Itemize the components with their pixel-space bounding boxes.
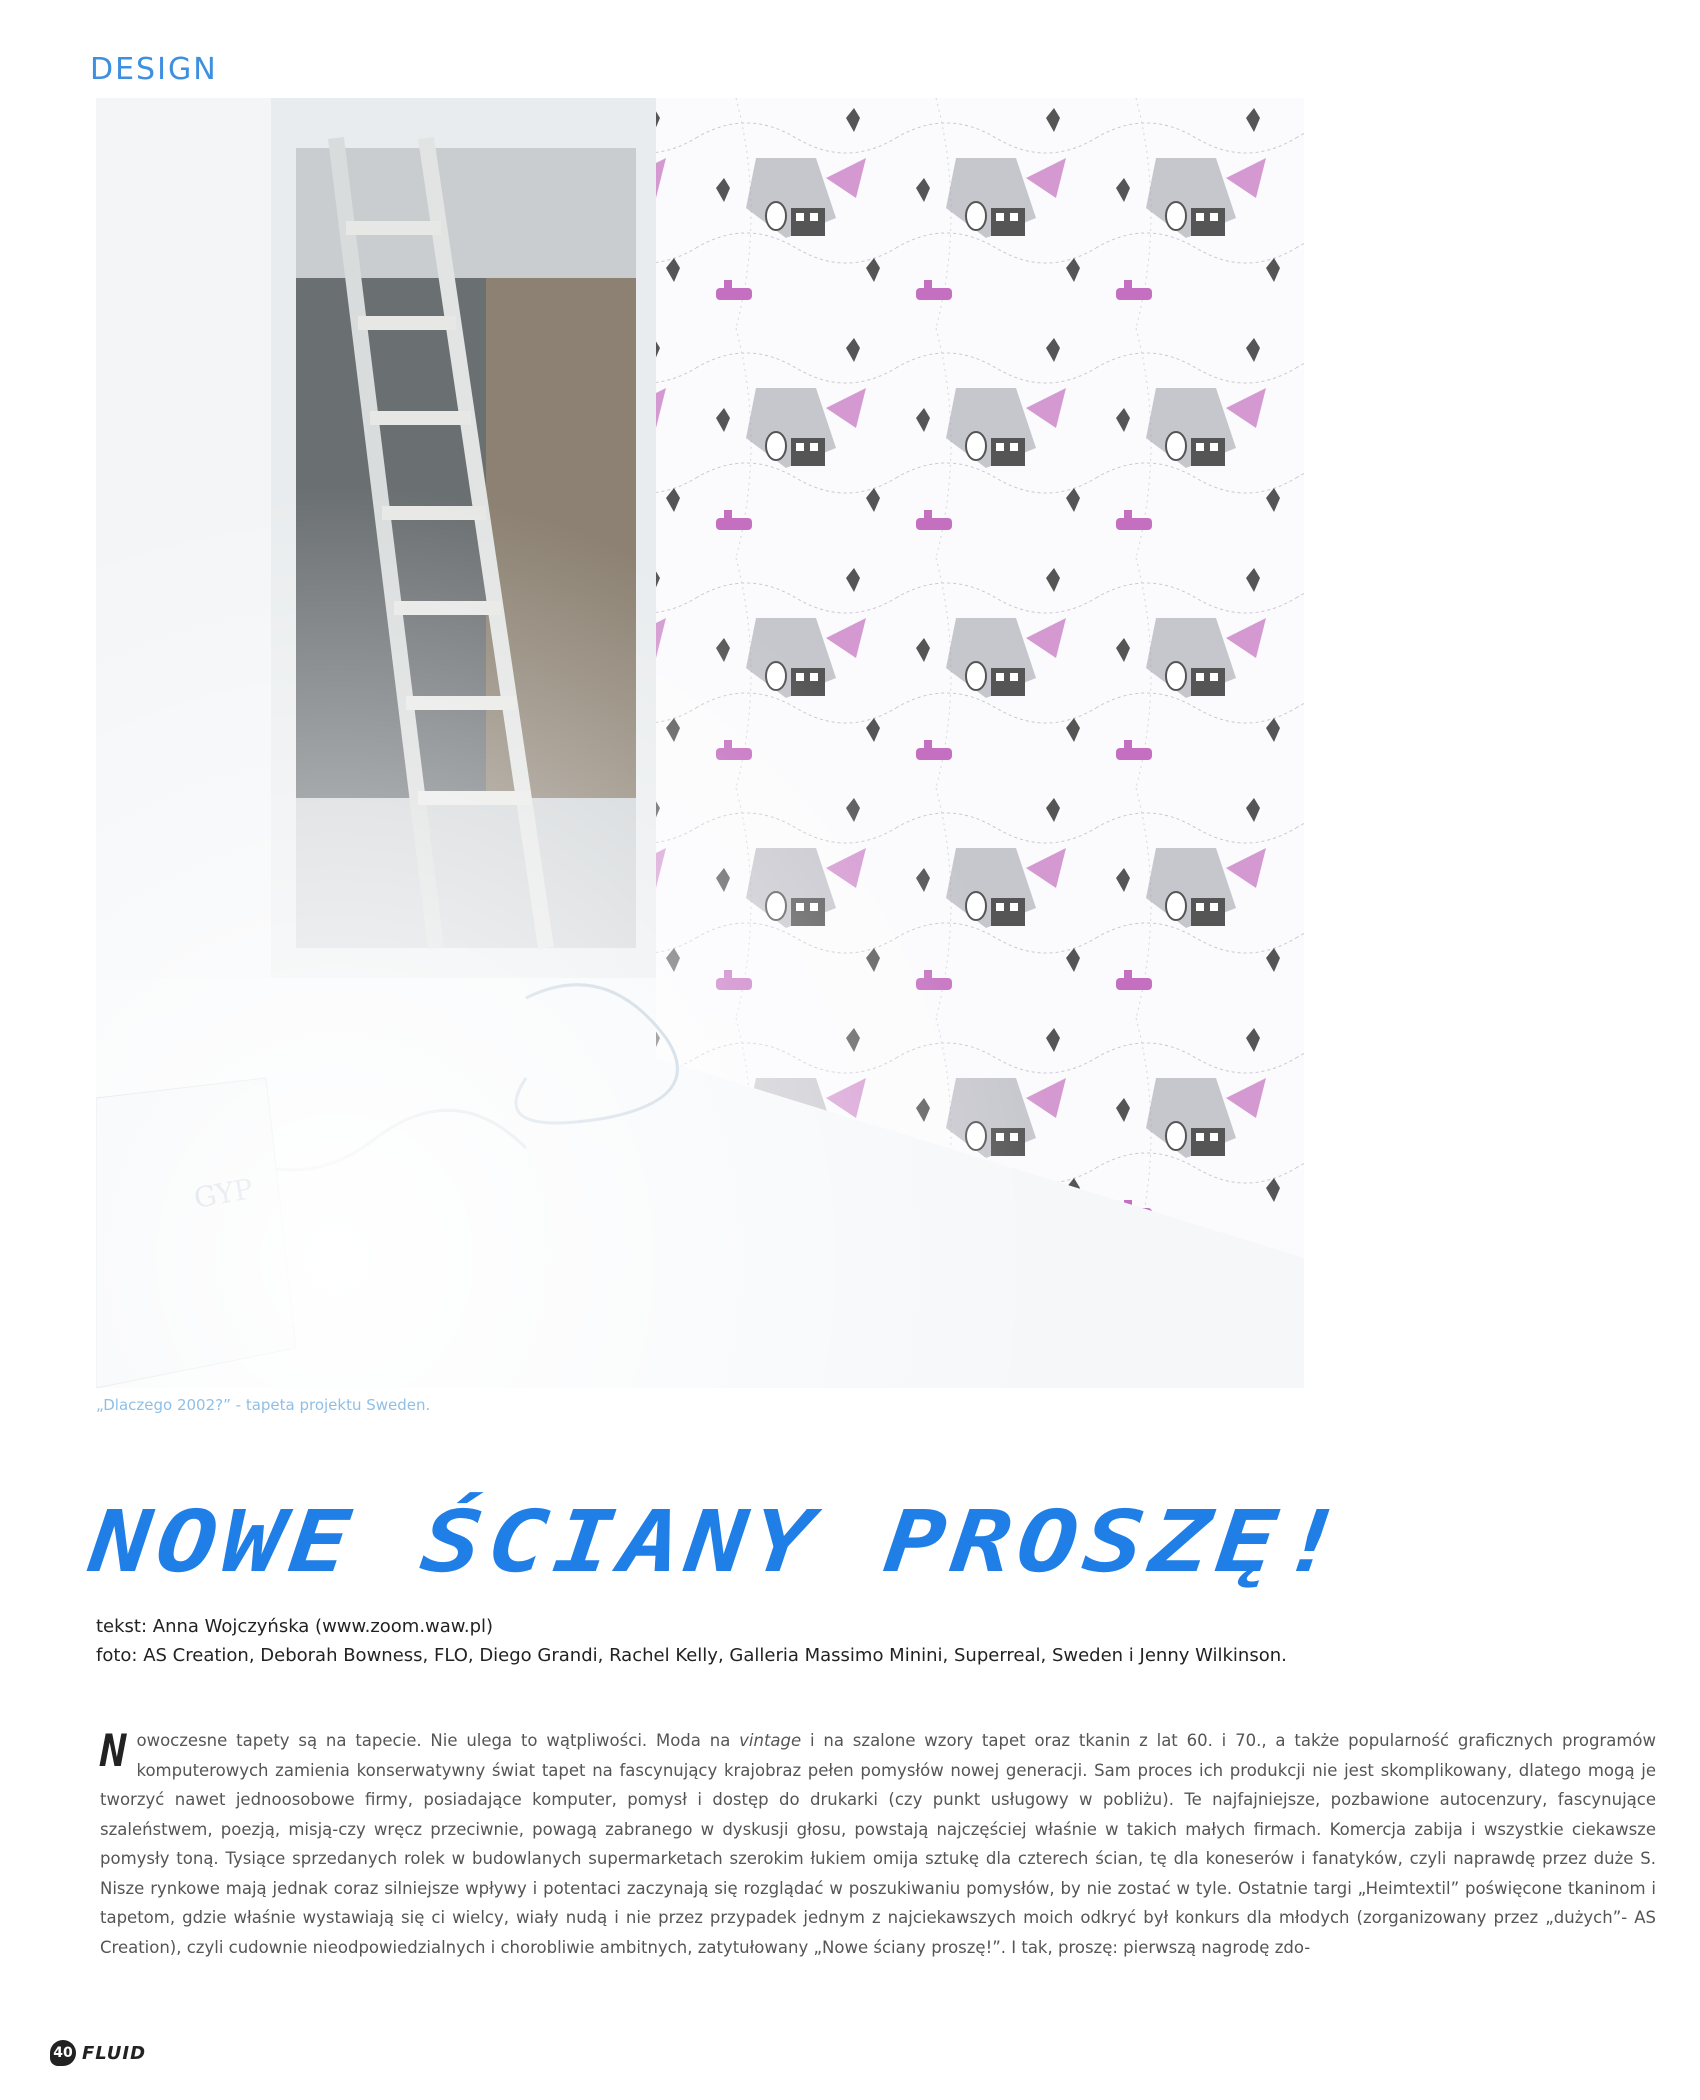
- page-number: 40: [50, 2040, 76, 2066]
- article-headline: NOWE ŚCIANY PROSZĘ!: [85, 1492, 1354, 1592]
- body-text-part-1: owoczesne tapety są na tapecie. Nie ulega to wątpliwości. Moda na: [136, 1731, 740, 1750]
- body-text-italic: vintage: [739, 1731, 802, 1750]
- dropcap: N: [100, 1726, 127, 1777]
- photo-caption: „Dlaczego 2002?” - tapeta projektu Sweden.: [96, 1396, 431, 1414]
- section-label: DESIGN: [90, 52, 218, 87]
- article-credits: [96, 1612, 1287, 1670]
- body-text-part-2: i na szalone wzory tapet oraz tkanin z lat 60. i 70., a także popularność graficznych programów komputerowych zamienia konserwatywny świat tapet na fascynujący krajobraz pełen pomysłów nowej generacji. Sam proces ich produkcji nie jest skomplikowany, dlatego mogą je tworzyć nawet jednoosobowe firmy, posiadające komputer, pomysł i dostęp do drukarki (czy punkt usługowy w pobliżu). Te najfajniejsze, pozbawione autocenzury, fascynujące szaleństwem, poezją, misją-czy wręcz przeciwnie, powagą zabranego w dyskusji głosu, powstają najczęściej właśnie w takich małych firmach. Komercja zabija i wszystkie ciekawsze pomysły toną. Tysiące sprzedanych rolek w budowlanych supermarketach szerokim łukiem omija sztukę dla czterech ścian, tę dla koneserów i fanatyków, czyli naprawdę przez duże S. Nisze rynkowe mają jednak coraz silniejsze wpływy i potentaci zaczynają się rozglądać w poszukiwaniu pomysłów, by nie zostać w tyle. Ostatnie targi „Heimtextil” poświęcone tkaninom i tapetom, gdzie właśnie wystawiają się ci wielcy, wiały nudą i nie przez przypadek jednym z najciekawszych moich odkryć był konkurs dla młodych (zorganizowany przez „dużych”- AS Creation), czyli cudownie nieodpowiedzialnych i chorobliwie ambitnych, zatytułowany „Nowe ściany proszę!”. I tak, proszę: pierwszą nagrodę zdo-: [100, 1731, 1656, 1957]
- magazine-name: FLUID: [82, 2042, 147, 2064]
- photo-credit: foto: AS Creation, Deborah Bowness, FLO, Diego Grandi, Rachel Kelly, Galleria Massimo Minini, Superreal, Sweden i Jenny Wilkinson.: [96, 1645, 1287, 1666]
- article-body: [100, 1726, 1656, 1962]
- article-photo: [96, 98, 1304, 1388]
- page-footer: [50, 2040, 146, 2066]
- author-credit: tekst: Anna Wojczyńska (www.zoom.waw.pl): [96, 1616, 494, 1637]
